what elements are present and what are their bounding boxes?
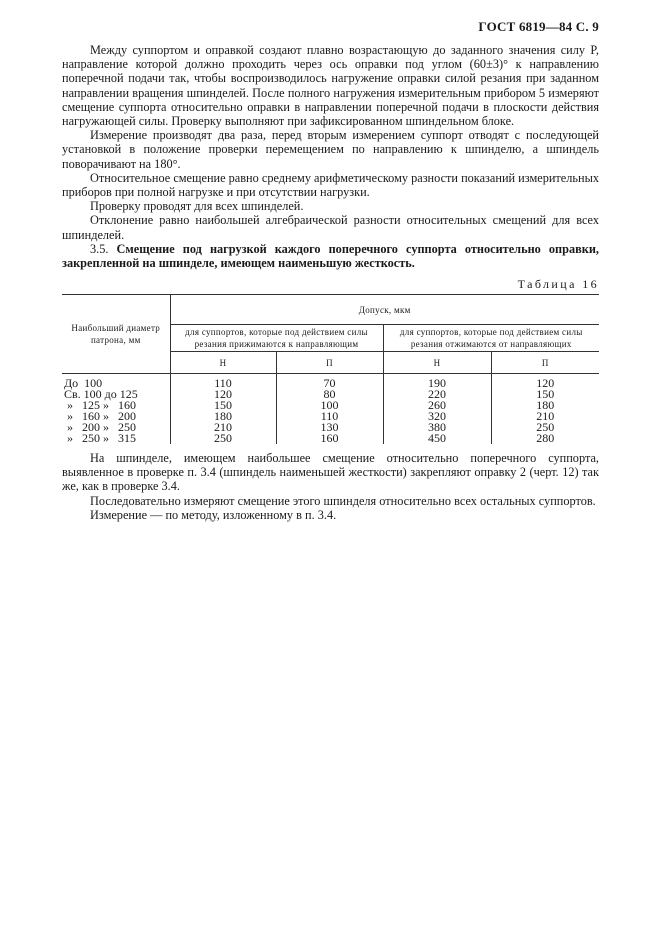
cell-value: 250 bbox=[491, 422, 599, 433]
cell-value: 260 bbox=[383, 400, 491, 411]
cell-value: 120 bbox=[170, 389, 276, 400]
cell-value: 130 bbox=[276, 422, 383, 433]
cell-value: 210 bbox=[491, 411, 599, 422]
table-caption: Таблица 16 bbox=[517, 277, 599, 291]
cell-value: 280 bbox=[491, 433, 599, 444]
col-label: Н bbox=[383, 352, 491, 374]
section-heading bbox=[62, 242, 599, 270]
tolerance-table bbox=[62, 294, 599, 444]
group-header-tolerance: Допуск, мкм bbox=[170, 295, 599, 325]
cell-value: 150 bbox=[170, 400, 276, 411]
cell-value: 70 bbox=[276, 374, 383, 390]
row-diameter: » 250 » 315 bbox=[64, 431, 136, 445]
cell-value: 110 bbox=[276, 411, 383, 422]
subheader-released: для суппортов, которые под действием силы резания отжимаются от направляющих bbox=[383, 325, 599, 352]
col-label: П bbox=[276, 352, 383, 374]
cell-value: 220 bbox=[383, 389, 491, 400]
paragraph: Между суппортом и оправкой создают плавно возрастающую до заданного значения силу P, направление которой должно проходить через ось оправки под углом (60±3)° к направлению поперечной подачи так, чтобы воспроизводилось нагружение оправки силой резания при заданном направлении вращения шпинделей. После полного нагружения измерительным прибором 5 измеряют смещение суппорта относительно оправки в направлении поперечной подачи в плоскости действия нагружающей силы. Проверку выполняют при зафиксированном шпиндельном блоке. bbox=[62, 43, 599, 129]
cell-value: 160 bbox=[276, 433, 383, 444]
col-label: П bbox=[491, 352, 599, 374]
cell-value: 120 bbox=[491, 374, 599, 390]
paragraph: На шпинделе, имеющем наибольшее смещение относительно поперечного суппорта, выявленное в проверке п. 3.4 (шпиндель наименьшей жесткости) закрепляют оправку 2 (черт. 12) так же, как в проверке 3.4. bbox=[62, 451, 599, 494]
section-title: Смещение под нагрузкой каждого поперечного суппорта относительно оправки, закрепленной на шпинделе, имеющем наименьшую жесткость. bbox=[62, 241, 599, 271]
section-number: 3.5. bbox=[90, 241, 109, 256]
cell-value: 250 bbox=[170, 433, 276, 444]
cell-value: 100 bbox=[276, 400, 383, 411]
paragraph: Относительное смещение равно среднему арифметическому разности показаний измерительных приборов при полной нагрузке и при отсутствии нагрузки. bbox=[62, 170, 599, 200]
cell-value: 320 bbox=[383, 411, 491, 422]
subheader-pressed: для суппортов, которые под действием силы резания прижимаются к направляющим bbox=[170, 325, 383, 352]
cell-value: 190 bbox=[383, 374, 491, 390]
row-diameter: До 100 bbox=[64, 376, 103, 390]
row-diameter: » 160 » 200 bbox=[64, 409, 136, 423]
col-label: Н bbox=[170, 352, 276, 374]
col-header-diameter: Наибольший диаметр патрона, мм bbox=[62, 295, 170, 374]
cell-value: 80 bbox=[276, 389, 383, 400]
row-diameter: » 200 » 250 bbox=[64, 420, 136, 434]
cell-value: 150 bbox=[491, 389, 599, 400]
cell-value: 210 bbox=[170, 422, 276, 433]
paragraph: Измерение производят два раза, перед вторым измерением суппорт отводят с последующей установкой в положение проверки перемещением по направлению к шпинделю, а шпиндель поворачивают на 180°. bbox=[62, 128, 599, 171]
table-row bbox=[62, 433, 599, 444]
row-diameter: Св. 100 до 125 bbox=[64, 387, 138, 401]
cell-value: 380 bbox=[383, 422, 491, 433]
cell-value: 450 bbox=[383, 433, 491, 444]
row-diameter: » 125 » 160 bbox=[64, 398, 136, 412]
page-header: ГОСТ 6819—84 С. 9 bbox=[478, 19, 599, 34]
paragraph: Отклонение равно наибольшей алгебраической разности относительных смещений для всех шпинделей. bbox=[62, 213, 599, 242]
after-text bbox=[62, 451, 599, 522]
paragraph: Измерение — по методу, изложенному в п. 3.4. bbox=[90, 507, 337, 522]
body-text bbox=[62, 43, 599, 270]
cell-value: 180 bbox=[491, 400, 599, 411]
cell-value: 110 bbox=[170, 374, 276, 390]
paragraph: Проверку проводят для всех шпинделей. bbox=[90, 199, 304, 214]
cell-value: 180 bbox=[170, 411, 276, 422]
paragraph: Последовательно измеряют смещение этого шпинделя относительно всех остальных суппортов. bbox=[90, 493, 596, 508]
